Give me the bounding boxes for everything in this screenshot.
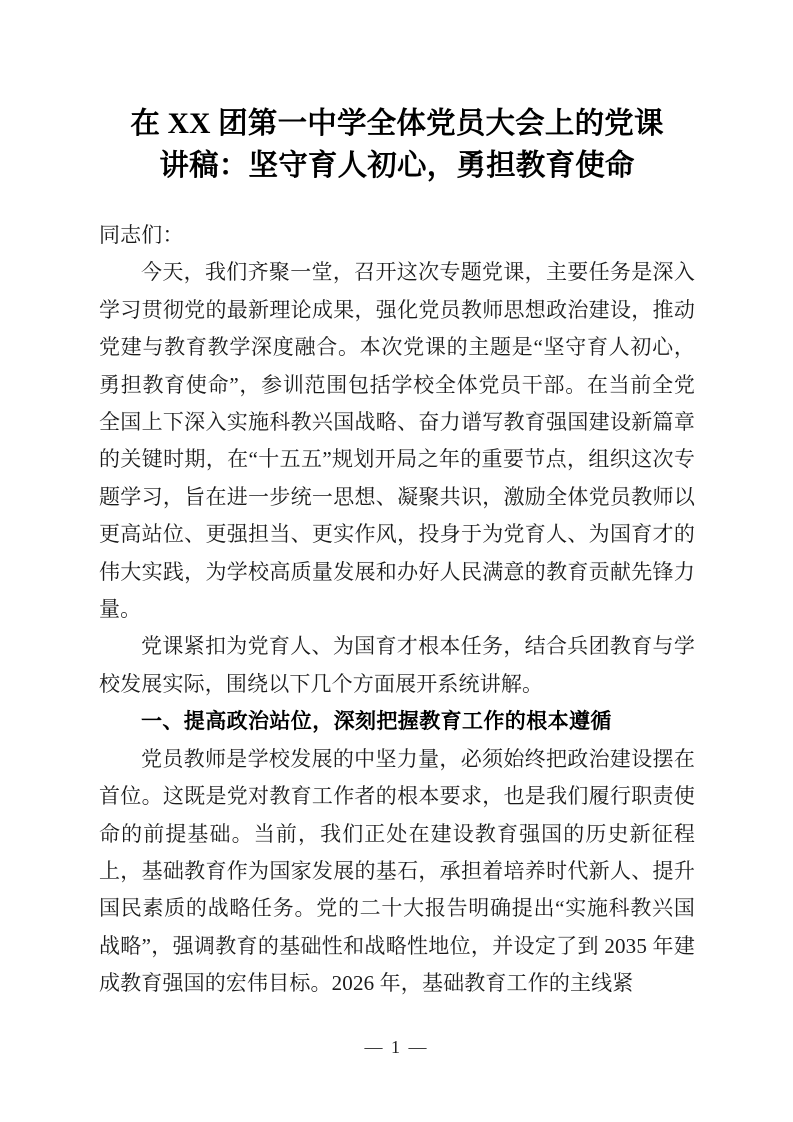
page-title (99, 0, 695, 187)
page-title-line-1: 在 XX 团第一中学全体党员大会上的党课 (130, 108, 664, 140)
paragraph-2: 党课紧扣为党育人、为国育才根本任务，结合兵团教育与学校发展实际，围绕以下几个方面展开系统讲解。 (99, 634, 695, 696)
paragraph-3: 党员教师是学校发展的中坚力量，必须始终把政治建设摆在首位。这既是党对教育工作者的根本要求，也是我们履行职责使命的前提基础。当前，我们正处在建设教育强国的历史新征程上，基础教育作为国家发展的基石，承担着培养时代新人、提升国民素质的战略任务。党的二十大报告明确提出“实施科教兴国战略”，强调教育的基础性和战略性地位，并设定了到 2035 年建成教育强国的宏伟目标。2026 年，基础教育工作的主线紧 (99, 746, 695, 996)
salutation: 同志们： (99, 223, 184, 247)
section-heading-1: 一、提高政治站位，深刻把握教育工作的根本遵循 (141, 709, 612, 734)
page-footer (0, 1037, 793, 1058)
page-title-line-2: 讲稿：坚守育人初心，勇担教育使命 (159, 150, 635, 182)
document-body (99, 217, 695, 1003)
page-number: — 1 — (364, 1037, 429, 1057)
page-content (99, 0, 695, 1003)
paragraph-1: 今天，我们齐聚一堂，召开这次专题党课，主要任务是深入学习贯彻党的最新理论成果，强化党员教师思想政治建设，推动党建与教育教学深度融合。本次党课的主题是“坚守育人初心，勇担教育使命”，参训范围包括学校全体党员干部。在当前全党全国上下深入实施科教兴国战略、奋力谱写教育强国建设新篇章的关键时期，在“十五五”规划开局之年的重要节点，组织这次专题学习，旨在进一步统一思想、凝聚共识，激励全体党员教师以更高站位、更强担当、更实作风，投身于为党育人、为国育才的伟大实践，为学校高质量发展和办好人民满意的教育贡献先锋力量。 (99, 260, 695, 622)
